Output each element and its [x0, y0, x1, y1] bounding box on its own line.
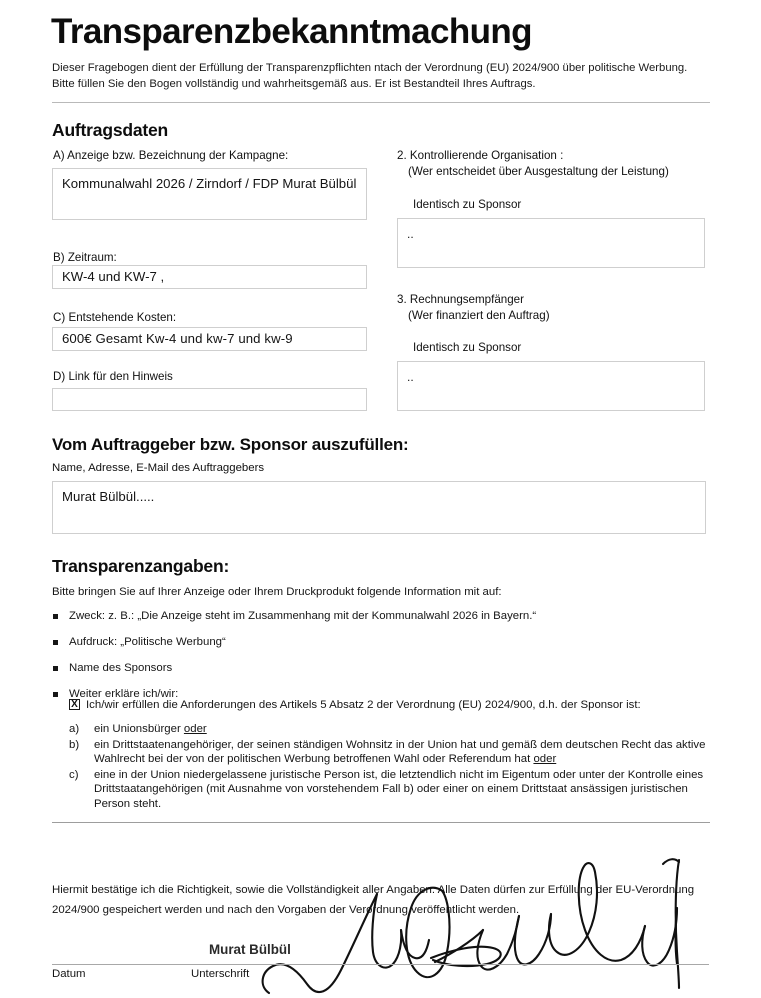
label-item-3-rechnungsempfaenger	[397, 292, 550, 323]
item-3-sublabel: (Wer finanziert den Auftrag)	[408, 308, 550, 322]
label-field-a: A) Anzeige bzw. Bezeichnung der Kampagne:	[53, 149, 289, 162]
page-title: Transparenzbekanntmachung	[51, 12, 532, 51]
option-text: ein Unionsbürger	[94, 723, 184, 735]
input-field-a-value: Kommunalwahl 2026 / Zirndorf / FDP Murat Bülbül	[62, 176, 357, 191]
section-heading-sponsor: Vom Auftraggeber bzw. Sponsor auszufüllen:	[52, 435, 409, 454]
list-item: Aufdruck: „Politische Werbung“	[52, 635, 712, 650]
declaration-block	[69, 698, 714, 713]
label-field-b: B) Zeitraum:	[53, 251, 117, 264]
label-datum: Datum	[52, 968, 86, 980]
input-field-sponsor-value: Murat Bülbül.....	[62, 489, 155, 504]
input-field-item-3-value: ..	[407, 370, 414, 384]
confirmation-text: Hiermit bestätige ich die Richtigkeit, sowie die Vollständigkeit aller Angaben. Alle Daten dürfen zur Erfüllung der EU-Verordnung 2024/900 gespeichert werden und nach den Vorgaben der Verordnung veröffentlicht werden.	[52, 884, 695, 916]
label-field-c: C) Entstehende Kosten:	[53, 311, 177, 324]
list-item: Name des Sponsors	[52, 661, 712, 676]
input-field-item-3[interactable]	[397, 361, 705, 411]
footer-divider	[52, 822, 710, 823]
label-unterschrift: Unterschrift	[191, 968, 250, 980]
item-3-note: Identisch zu Sponsor	[413, 341, 522, 354]
checkbox-icon[interactable]: X	[69, 699, 80, 710]
input-field-a-kampagne[interactable]	[52, 168, 367, 220]
item-2-number: 2.	[397, 149, 407, 162]
input-field-item-2[interactable]	[397, 218, 705, 268]
option-text: eine in der Union niedergelassene juristische Person ist, die letztendlich nicht im Eigentum oder unter der Kontrolle eines Drittstaatangehörigen (mit Ausnahme von vorstehendem Fall b) oder einer on einem Drittstaat ansässigen juristischen Person steht.	[94, 768, 704, 810]
input-field-d-link[interactable]	[52, 388, 367, 411]
item-3-label: Rechnungsempfänger	[409, 293, 524, 306]
input-field-c-value: 600€ Gesamt Kw-4 und kw-7 und kw-9	[62, 331, 293, 346]
option-marker: c)	[69, 768, 79, 781]
document-intro-text: Dieser Fragebogen dient der Erfüllung der Transparenzpflichten ntach der Verordnung (EU) 2024/900 über politische Werbung. Bitte füllen Sie den Bogen vollständig und wahrheitsgemäß aus. Er ist Bestandteil Ihres Auftrags.	[52, 62, 688, 90]
input-field-b-zeitraum[interactable]	[52, 265, 367, 289]
handwritten-signature	[255, 848, 695, 998]
list-item: Weiter erkläre ich/wir:	[52, 687, 712, 702]
transparenzangaben-intro: Bitte bringen Sie auf Ihrer Anzeige oder Ihrem Druckprodukt folgende Information mit auf:	[52, 586, 502, 598]
list-item	[69, 768, 714, 812]
item-2-note: Identisch zu Sponsor	[413, 198, 522, 211]
label-field-d: D) Link für den Hinweis	[53, 370, 173, 383]
declaration-options-list	[69, 722, 714, 813]
signature-printed-name: Murat Bülbül	[209, 942, 291, 957]
list-item: Zweck: z. B.: „Die Anzeige steht im Zusammenhang mit der Kommunalwahl 2026 in Bayern.“	[52, 609, 712, 624]
input-field-c-kosten[interactable]	[52, 327, 367, 351]
option-underlined: oder	[183, 723, 207, 735]
input-field-item-2-value: ..	[407, 227, 414, 241]
list-item	[69, 722, 714, 737]
declaration-row	[69, 698, 714, 713]
item-3-number: 3.	[397, 293, 407, 306]
section-heading-transparenzangaben: Transparenzangaben:	[52, 556, 230, 576]
option-underlined: oder	[533, 753, 557, 766]
header-divider	[52, 102, 710, 103]
section-heading-auftragsdaten: Auftragsdaten	[52, 120, 169, 140]
signature-line	[52, 964, 709, 965]
item-2-sublabel: (Wer entscheidet über Ausgestaltung der Leistung)	[408, 164, 669, 178]
option-text: ein Drittstaatenangehöriger, der seinen ständigen Wohnsitz in der Union hat und gemäß dem deutschen Recht das aktive Wahlrecht bei der von der politischen Werbung betroffenen Wahl oder Referendum hat	[94, 738, 706, 766]
declaration-text: Ich/wir erfüllen die Anforderungen des Artikels 5 Absatz 2 der Verordnung (EU) 2024/900, d.h. der Sponsor ist:	[86, 699, 641, 711]
label-sponsor-sub: Name, Adresse, E-Mail des Auftraggebers	[52, 462, 265, 474]
input-field-b-value: KW-4 und KW-7 ,	[62, 269, 165, 284]
list-item	[69, 738, 714, 767]
option-marker: b)	[69, 738, 80, 751]
label-item-2-kontrollierende-organisation	[397, 148, 669, 179]
option-marker: a)	[69, 723, 80, 735]
input-field-sponsor[interactable]	[52, 481, 706, 534]
item-2-label: Kontrollierende Organisation :	[409, 149, 564, 162]
